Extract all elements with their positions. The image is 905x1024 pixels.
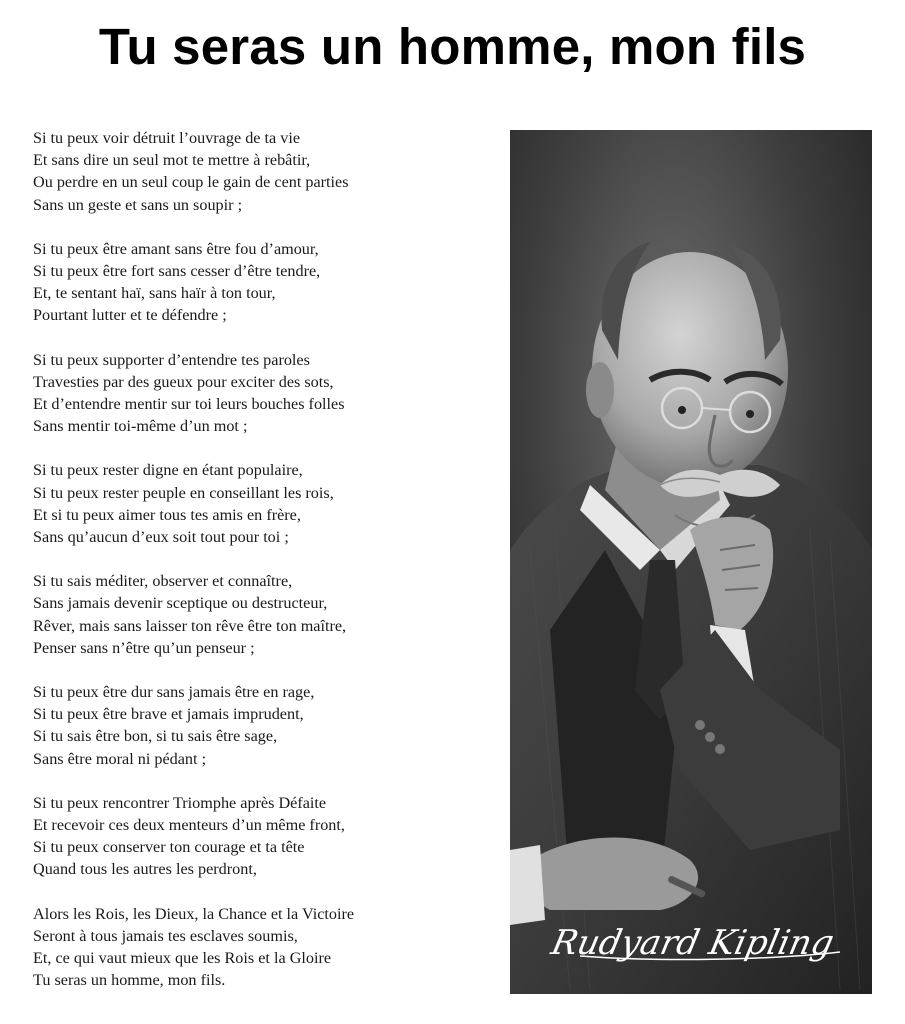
poem-stanza — [33, 681, 493, 770]
poem-line: Pourtant lutter et te défendre ; — [33, 306, 227, 325]
poem-stanza — [33, 459, 493, 548]
poem-line: Sans jamais devenir sceptique ou destructeur, — [33, 594, 328, 613]
poem-line: Si tu peux rencontrer Triomphe après Défaite — [33, 793, 327, 812]
poem-line: Si tu peux être brave et jamais imprudent, — [33, 705, 304, 724]
poem-line: Si tu peux rester digne en étant populaire, — [33, 461, 303, 480]
poem-line: Quand tous les autres les perdront, — [33, 860, 257, 879]
poem-line: Et, te sentant haï, sans haïr à ton tour, — [33, 284, 276, 303]
poem — [33, 127, 493, 1014]
poem-line: Ou perdre en un seul coup le gain de cent parties — [33, 173, 349, 192]
poem-line: Sans un geste et sans un soupir ; — [33, 195, 243, 214]
svg-text:Rudyard Kipling: Rudyard Kipling — [547, 923, 838, 963]
poem-line: Alors les Rois, les Dieux, la Chance et la Victoire — [33, 904, 355, 923]
poem-line: Sans qu’aucun d’eux soit tout pour toi ; — [33, 528, 289, 547]
poem-line: Si tu peux voir détruit l’ouvrage de ta vie — [33, 129, 301, 147]
poem-line: Si tu peux être dur sans jamais être en rage, — [33, 683, 315, 702]
poem-stanza — [33, 349, 493, 438]
poem-line: Et si tu peux aimer tous tes amis en frère, — [33, 505, 301, 524]
poem-line: Si tu sais méditer, observer et connaître, — [33, 572, 293, 591]
page-title: Tu seras un homme, mon fils — [98, 18, 807, 75]
poem-line: Et, ce qui vaut mieux que les Rois et la Gloire — [33, 949, 332, 968]
poem-stanza — [33, 792, 493, 881]
poem-line: Sans mentir toi-même d’un mot ; — [33, 417, 248, 436]
poem-line: Seront à tous jamais tes esclaves soumis, — [33, 926, 298, 945]
poem-line: Et sans dire un seul mot te mettre à rebâtir, — [33, 151, 311, 170]
poem-line: Travesties par des gueux pour exciter des sots, — [33, 372, 334, 391]
poem-stanza — [33, 127, 493, 216]
poem-line: Si tu sais être bon, si tu sais être sage, — [33, 727, 278, 746]
poem-line: Si tu peux conserver ton courage et ta tête — [33, 838, 305, 857]
poem-stanza — [33, 903, 493, 992]
poem-stanza — [33, 570, 493, 659]
poem-line: Tu seras un homme, mon fils. — [33, 971, 226, 990]
kipling-signature — [510, 906, 872, 976]
poem-line: Penser sans n’être qu’un penseur ; — [33, 638, 255, 657]
poem-line: Si tu peux rester peuple en conseillant les rois, — [33, 483, 334, 502]
poem-line: Si tu peux être fort sans cesser d’être tendre, — [33, 262, 321, 281]
poem-line: Et recevoir ces deux menteurs d’un même front, — [33, 816, 345, 835]
poem-line: Si tu peux être amant sans être fou d’amour, — [33, 239, 319, 258]
poem-line: Si tu peux supporter d’entendre tes paroles — [33, 350, 310, 369]
poem-stanza — [33, 238, 493, 327]
poem-line: Rêver, mais sans laisser ton rêve être ton maître, — [33, 616, 347, 635]
poem-line: Sans être moral ni pédant ; — [33, 749, 207, 768]
kipling-portrait-photo — [510, 130, 872, 994]
portrait-illustration — [510, 130, 872, 994]
poem-line: Et d’entendre mentir sur toi leurs bouches folles — [33, 395, 345, 414]
